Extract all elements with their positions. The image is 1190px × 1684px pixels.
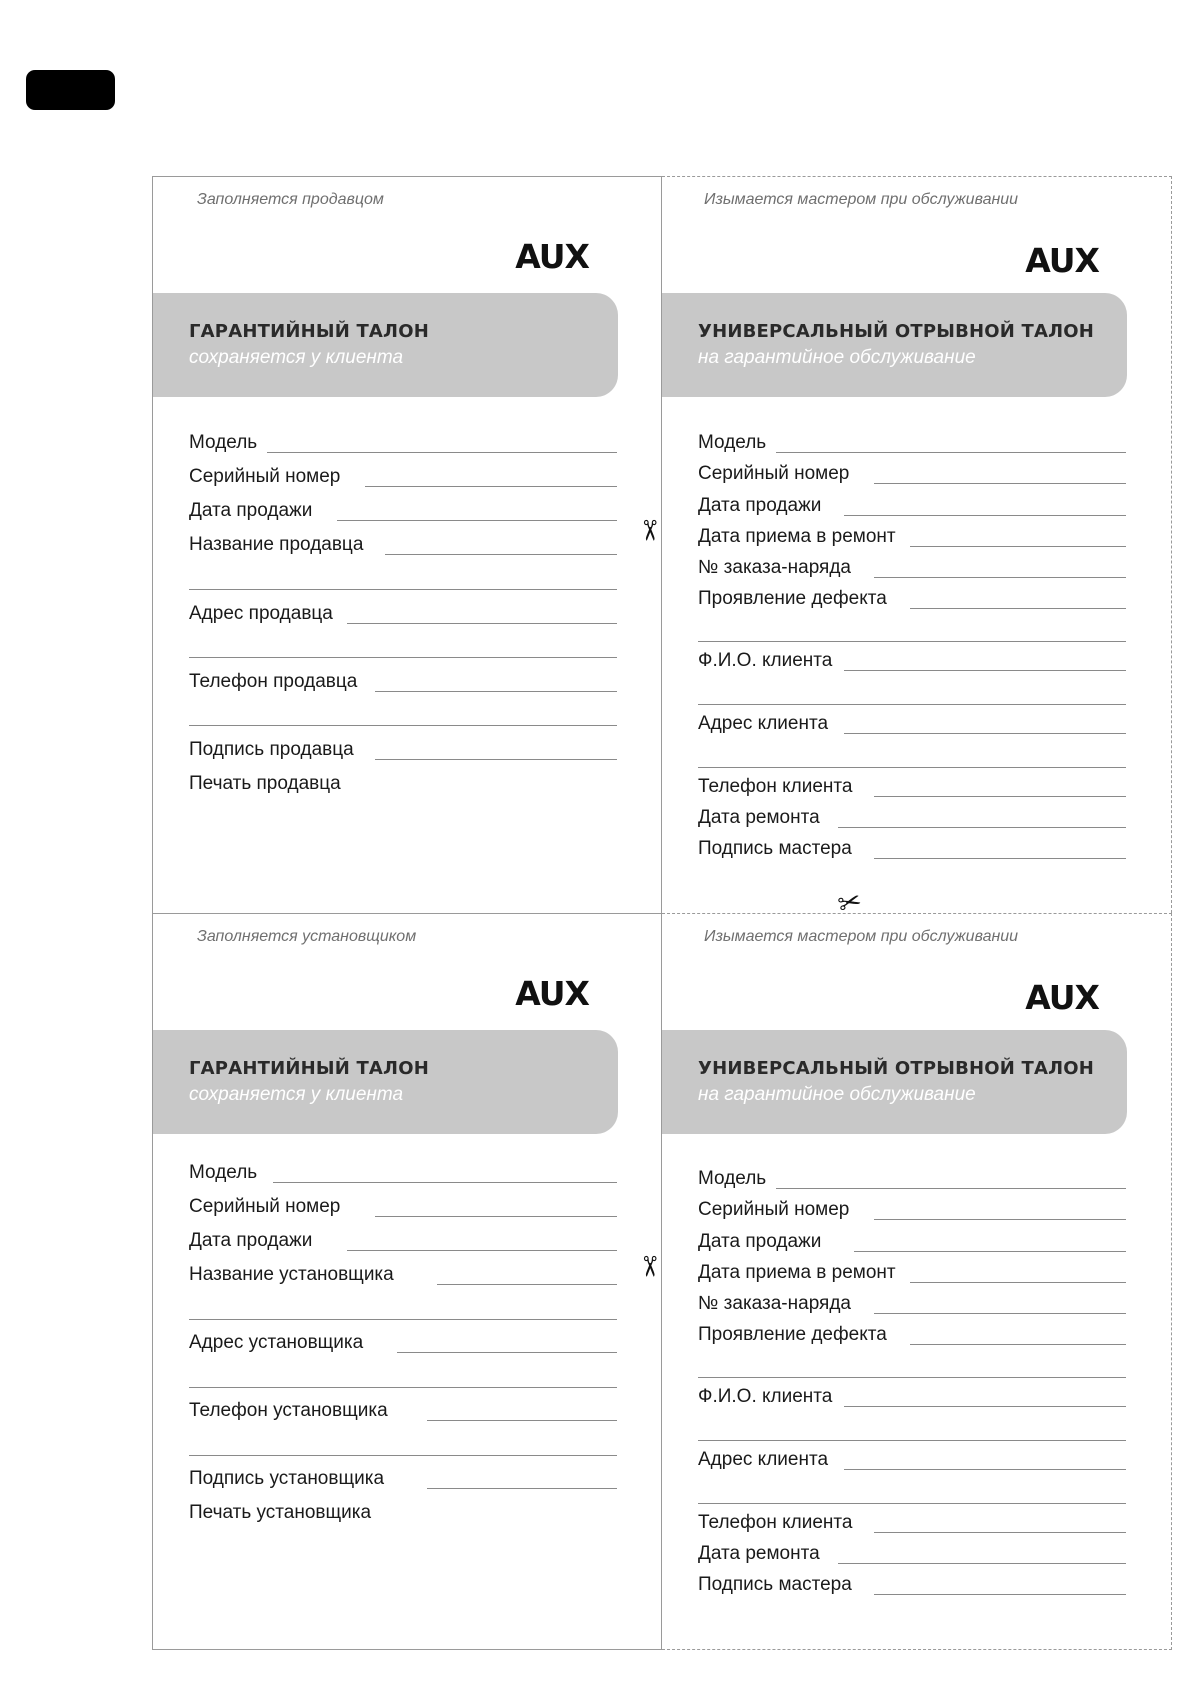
- field-installer-signature[interactable]: [189, 1468, 617, 1492]
- field-label: Серийный номер: [189, 1196, 350, 1218]
- card-title: УНИВЕРСАЛЬНЫЙ ОТРЫВНОЙ ТАЛОН: [698, 321, 1095, 342]
- blank-line[interactable]: [189, 589, 617, 590]
- field-label: Подпись мастера: [698, 1574, 862, 1596]
- field-installer-phone[interactable]: [189, 1400, 617, 1424]
- field-seller-stamp: [189, 773, 617, 797]
- field-serial[interactable]: [698, 1199, 1126, 1223]
- field-label: Модель: [698, 432, 776, 454]
- field-installer-address[interactable]: [189, 1332, 617, 1356]
- card-banner: [153, 293, 618, 397]
- seller-warranty-card: [152, 176, 662, 913]
- field-label: Серийный номер: [698, 1199, 859, 1221]
- field-label: Подпись установщика: [189, 1468, 394, 1490]
- field-master-signature[interactable]: [698, 838, 1126, 862]
- blank-line[interactable]: [189, 1455, 617, 1456]
- field-seller-address[interactable]: [189, 603, 617, 627]
- field-label: Название продавца: [189, 534, 373, 556]
- blank-line[interactable]: [698, 767, 1126, 768]
- field-work-order[interactable]: [698, 1293, 1126, 1317]
- blank-line[interactable]: [698, 704, 1126, 705]
- field-serial[interactable]: [698, 463, 1126, 487]
- field-model[interactable]: [698, 432, 1126, 456]
- field-label: Адрес продавца: [189, 603, 343, 625]
- blank-line[interactable]: [698, 1503, 1126, 1504]
- field-client-phone[interactable]: [698, 1512, 1126, 1536]
- field-sale-date[interactable]: [698, 1231, 1126, 1255]
- field-label: Телефон клиента: [698, 776, 862, 798]
- field-label: Печать установщика: [189, 1502, 381, 1524]
- aux-logo: AUX: [1025, 241, 1099, 280]
- field-sale-date[interactable]: [189, 500, 617, 524]
- card-banner: [662, 1030, 1127, 1134]
- field-client-name[interactable]: [698, 650, 1126, 674]
- field-client-name[interactable]: [698, 1386, 1126, 1410]
- card-subtitle: сохраняется у клиента: [189, 1084, 404, 1105]
- field-sale-date[interactable]: [698, 495, 1126, 519]
- field-client-address[interactable]: [698, 713, 1126, 737]
- field-model[interactable]: [698, 1168, 1126, 1192]
- field-label: Серийный номер: [698, 463, 859, 485]
- field-label: Адрес установщика: [189, 1332, 373, 1354]
- field-label: Телефон клиента: [698, 1512, 862, 1534]
- card-banner: [153, 1030, 618, 1134]
- card-subtitle: на гарантийное обслуживание: [698, 1084, 976, 1105]
- blank-line[interactable]: [698, 1440, 1126, 1441]
- aux-logo: AUX: [515, 974, 589, 1013]
- field-installer-name[interactable]: [189, 1264, 617, 1288]
- installer-warranty-card: [152, 913, 662, 1650]
- field-label: Дата продажи: [189, 1230, 322, 1252]
- blank-line[interactable]: [189, 1319, 617, 1320]
- field-label: Адрес клиента: [698, 713, 838, 735]
- field-label: Проявление дефекта: [698, 588, 897, 610]
- card-subtitle: сохраняется у клиента: [189, 347, 404, 368]
- aux-logo: AUX: [515, 237, 589, 276]
- field-seller-signature[interactable]: [189, 739, 617, 763]
- field-label: Проявление дефекта: [698, 1324, 897, 1346]
- field-serial[interactable]: [189, 466, 617, 490]
- field-label: Подпись мастера: [698, 838, 862, 860]
- field-defect[interactable]: [698, 588, 1126, 612]
- card-note: Заполняется продавцом: [197, 191, 384, 208]
- blank-line[interactable]: [189, 725, 617, 726]
- field-label: Модель: [189, 432, 267, 454]
- field-label: Название установщика: [189, 1264, 404, 1286]
- field-label: Ф.И.О. клиента: [698, 650, 842, 672]
- field-label: Ф.И.О. клиента: [698, 1386, 842, 1408]
- field-label: № заказа-наряда: [698, 1293, 861, 1315]
- card-subtitle: на гарантийное обслуживание: [698, 347, 976, 368]
- blank-line[interactable]: [189, 1387, 617, 1388]
- field-label: № заказа-наряда: [698, 557, 861, 579]
- field-label: Дата продажи: [189, 500, 322, 522]
- field-label: Дата приема в ремонт: [698, 526, 906, 548]
- card-note: Заполняется установщиком: [197, 928, 417, 945]
- scissors-icon: ✂: [834, 884, 866, 921]
- field-repair-accept-date[interactable]: [698, 526, 1126, 550]
- card-note: Изымается мастером при обслуживании: [704, 191, 1019, 208]
- field-seller-phone[interactable]: [189, 671, 617, 695]
- field-label: Телефон установщика: [189, 1400, 398, 1422]
- service-tearoff-card-2: [662, 913, 1172, 1650]
- card-note: Изымается мастером при обслуживании: [704, 928, 1019, 945]
- aux-logo: AUX: [1025, 978, 1099, 1017]
- field-model[interactable]: [189, 432, 617, 456]
- scissors-icon: ✂: [634, 1254, 666, 1279]
- field-defect[interactable]: [698, 1324, 1126, 1348]
- field-label: Дата ремонта: [698, 1543, 830, 1565]
- field-client-address[interactable]: [698, 1449, 1126, 1473]
- field-label: Дата продажи: [698, 1231, 831, 1253]
- field-label: Дата приема в ремонт: [698, 1262, 906, 1284]
- field-repair-date[interactable]: [698, 807, 1126, 831]
- field-label: Подпись продавца: [189, 739, 364, 761]
- field-repair-date[interactable]: [698, 1543, 1126, 1567]
- warranty-sheet: [152, 176, 1173, 1650]
- blank-line[interactable]: [698, 641, 1126, 642]
- field-installer-stamp: [189, 1502, 617, 1526]
- field-client-phone[interactable]: [698, 776, 1126, 800]
- blank-line[interactable]: [189, 657, 617, 658]
- scissors-icon: ✂: [634, 518, 666, 543]
- field-label: Дата ремонта: [698, 807, 830, 829]
- card-title: ГАРАНТИЙНЫЙ ТАЛОН: [189, 321, 429, 342]
- field-model[interactable]: [189, 1162, 617, 1186]
- field-master-signature[interactable]: [698, 1574, 1126, 1598]
- field-serial[interactable]: [189, 1196, 617, 1220]
- field-label: Модель: [698, 1168, 776, 1190]
- field-label: Телефон продавца: [189, 671, 367, 693]
- field-label: Дата продажи: [698, 495, 831, 517]
- field-repair-accept-date[interactable]: [698, 1262, 1126, 1286]
- blank-line[interactable]: [698, 1377, 1126, 1378]
- card-title: УНИВЕРСАЛЬНЫЙ ОТРЫВНОЙ ТАЛОН: [698, 1058, 1095, 1079]
- field-label: Печать продавца: [189, 773, 351, 795]
- field-seller-name[interactable]: [189, 534, 617, 558]
- card-title: ГАРАНТИЙНЫЙ ТАЛОН: [189, 1058, 429, 1079]
- field-work-order[interactable]: [698, 557, 1126, 581]
- field-label: Адрес клиента: [698, 1449, 838, 1471]
- service-tearoff-card: [662, 176, 1172, 913]
- card-banner: [662, 293, 1127, 397]
- field-label: Серийный номер: [189, 466, 350, 488]
- field-sale-date[interactable]: [189, 1230, 617, 1254]
- field-label: Модель: [189, 1162, 267, 1184]
- page-number-tab: [26, 70, 115, 110]
